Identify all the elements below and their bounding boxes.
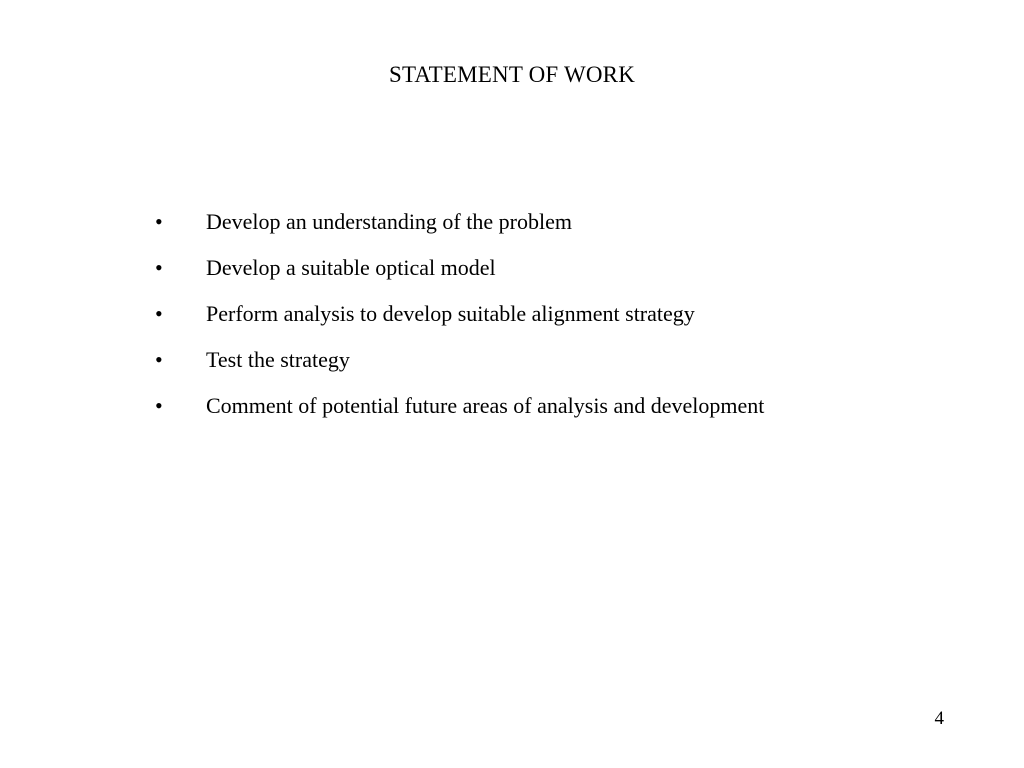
list-item-text: Test the strategy	[206, 347, 350, 372]
list-item-text: Comment of potential future areas of analysis and development	[206, 393, 765, 418]
bullet-icon: •	[155, 301, 163, 326]
bullet-icon: •	[155, 255, 163, 280]
bullet-icon: •	[155, 393, 163, 418]
list-item-text: Develop an understanding of the problem	[206, 209, 572, 234]
page-number: 4	[934, 708, 944, 729]
list-item-text: Perform analysis to develop suitable alignment strategy	[206, 301, 695, 326]
slide-title: STATEMENT OF WORK	[388, 62, 636, 87]
bullet-icon: •	[155, 209, 163, 234]
list-item-text: Develop a suitable optical model	[206, 255, 496, 280]
bullet-icon: •	[155, 347, 163, 372]
